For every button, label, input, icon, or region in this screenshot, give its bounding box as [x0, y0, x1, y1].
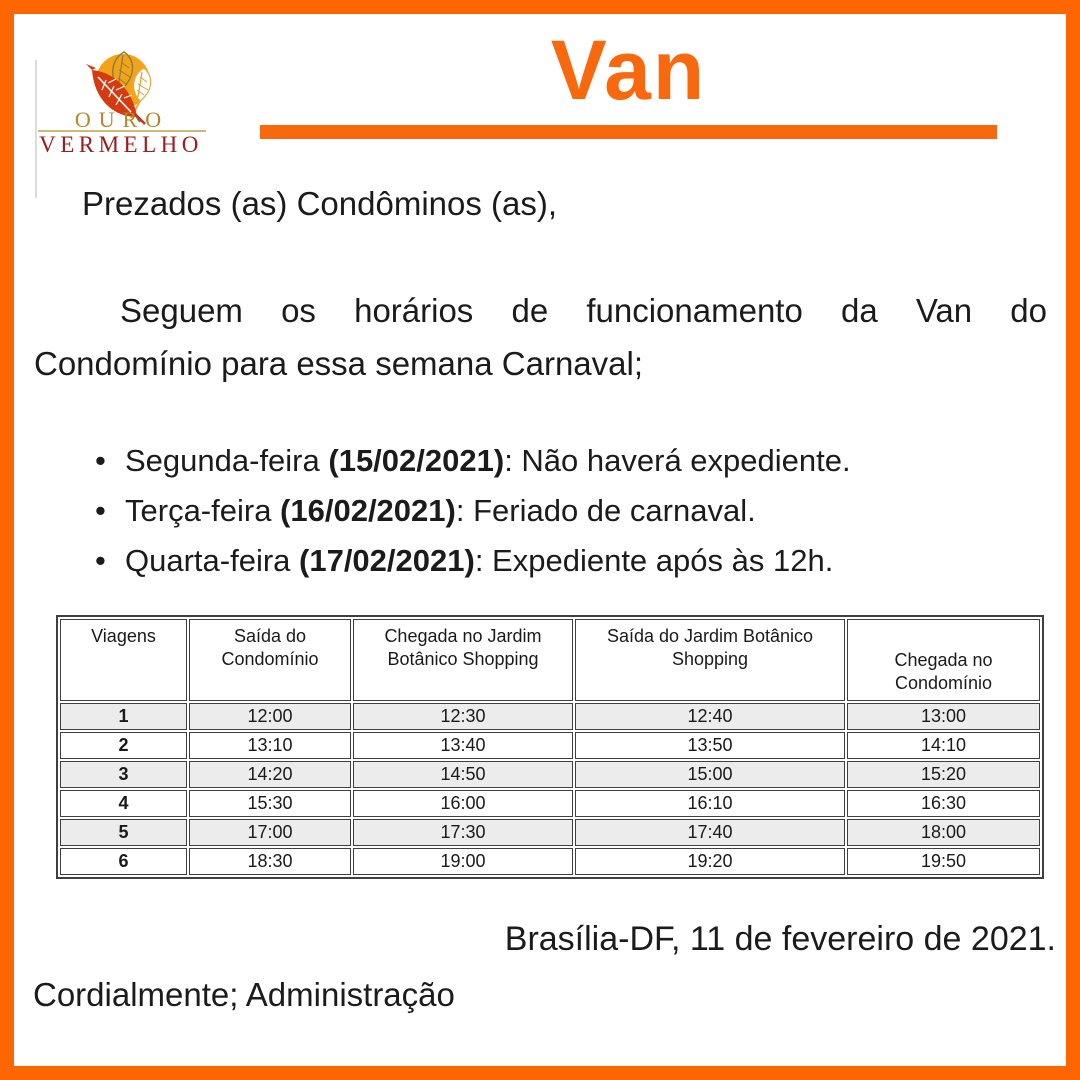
bullet-dot-icon: • [95, 543, 106, 578]
time-cell: 14:20 [189, 761, 351, 788]
logo-word-vermelho: VERMELHO [39, 132, 203, 157]
time-cell: 14:10 [847, 732, 1040, 759]
table-row [60, 848, 1040, 875]
dateline: Brasília-DF, 11 de fevereiro de 2021. [504, 920, 1056, 958]
time-cell: 16:10 [575, 790, 845, 817]
time-cell: 17:30 [353, 819, 573, 846]
trip-number-cell: 6 [60, 848, 187, 875]
time-cell: 12:00 [189, 703, 351, 730]
header-chegada-condominio: Chegada no Condomínio [847, 619, 1040, 701]
header-chegada-shopping: Chegada no Jardim Botânico Shopping [353, 619, 573, 701]
bullet-date: (15/02/2021) [328, 443, 505, 478]
table-row [60, 732, 1040, 759]
bullet-date: (16/02/2021) [280, 493, 456, 528]
bullet-item-wednesday [95, 536, 1015, 586]
bullet-date: (17/02/2021) [299, 543, 475, 578]
bullet-detail: : Não haverá expediente. [504, 443, 851, 478]
time-cell: 18:00 [847, 819, 1040, 846]
header-saida-shopping: Saída do Jardim Botânico Shopping [575, 619, 845, 701]
time-cell: 17:00 [189, 819, 351, 846]
bullet-day: Quarta-feira [125, 543, 300, 578]
time-cell: 13:00 [847, 703, 1040, 730]
van-schedule-table [56, 615, 1044, 879]
time-cell: 19:50 [847, 848, 1040, 875]
time-cell: 13:50 [575, 732, 845, 759]
time-cell: 16:00 [353, 790, 573, 817]
time-cell: 19:00 [353, 848, 573, 875]
bullet-dot-icon: • [95, 493, 106, 528]
greeting-text: Prezados (as) Condôminos (as), [82, 185, 558, 222]
time-cell: 13:10 [189, 732, 351, 759]
table-row [60, 819, 1040, 846]
time-cell: 15:00 [575, 761, 845, 788]
table-header-row [60, 619, 1040, 701]
intro-paragraph-line1: Seguem os horários de funcionamento da Van do [120, 292, 1047, 329]
trip-number-cell: 3 [60, 761, 187, 788]
ouro-vermelho-logo [36, 28, 241, 160]
bullet-day: Segunda-feira [125, 443, 329, 478]
time-cell: 14:50 [353, 761, 573, 788]
time-cell: 12:40 [575, 703, 845, 730]
intro-paragraph [34, 284, 1047, 390]
time-cell: 17:40 [575, 819, 845, 846]
table-row [60, 761, 1040, 788]
header-viagens: Viagens [60, 619, 187, 701]
title-underline [260, 125, 997, 139]
page-title: Van [550, 23, 707, 117]
bullet-dot-icon: • [95, 443, 106, 478]
time-cell: 15:20 [847, 761, 1040, 788]
table-row [60, 703, 1040, 730]
logo-word-ouro: OURO [74, 107, 170, 132]
time-cell: 16:30 [847, 790, 1040, 817]
table-row [60, 790, 1040, 817]
bullet-item-tuesday [95, 486, 1015, 536]
signature: Cordialmente; Administração [33, 976, 455, 1013]
time-cell: 19:20 [575, 848, 845, 875]
intro-paragraph-line2: Condomínio para essa semana Carnaval; [34, 345, 644, 382]
trip-number-cell: 2 [60, 732, 187, 759]
bullet-detail: : Feriado de carnaval. [455, 493, 756, 528]
time-cell: 12:30 [353, 703, 573, 730]
time-cell: 18:30 [189, 848, 351, 875]
trip-number-cell: 5 [60, 819, 187, 846]
header-saida-condominio: Saída do Condomínio [189, 619, 351, 701]
trip-number-cell: 1 [60, 703, 187, 730]
time-cell: 13:40 [353, 732, 573, 759]
time-cell: 15:30 [189, 790, 351, 817]
bullet-detail: : Expediente após às 12h. [474, 543, 834, 578]
schedule-bullet-list [95, 436, 1015, 586]
trip-number-cell: 4 [60, 790, 187, 817]
bullet-item-monday [95, 436, 1015, 486]
bullet-day: Terça-feira [125, 493, 281, 528]
